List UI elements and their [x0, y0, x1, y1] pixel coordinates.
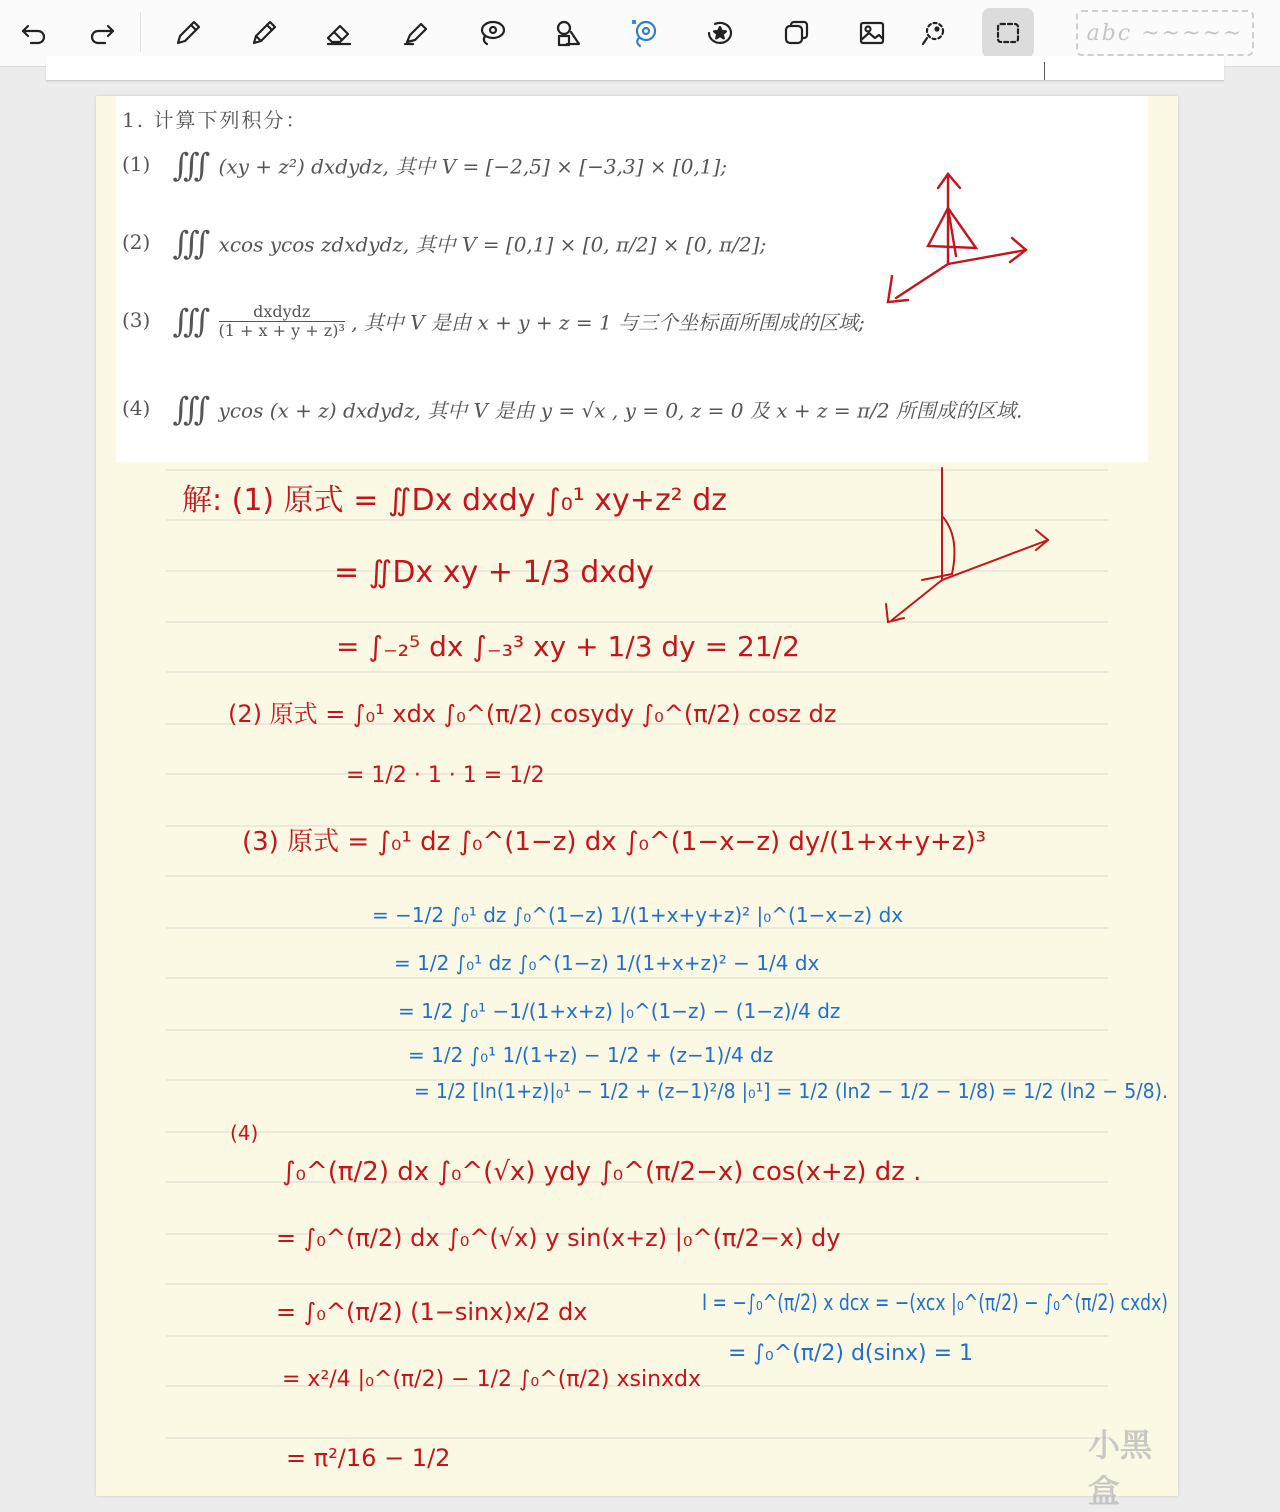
- sticker-button[interactable]: [694, 8, 746, 58]
- blue-ink-line: = 1/2 ∫₀¹ 1/(1+z) − 1/2 + (z−1)/4 dz: [408, 1043, 774, 1067]
- item-index: (3): [122, 307, 151, 332]
- triple-integral-symbol: ∭: [172, 146, 211, 184]
- item-expression: ycos (x + z) dxdydz, 其中 V 是由 y = √x , y = 0, z = 0 及 x + z = π/2 所围成的区域.: [218, 398, 1023, 423]
- highlighter-button[interactable]: [390, 8, 442, 58]
- triple-integral-symbol: ∭: [172, 224, 211, 262]
- undo-button[interactable]: [8, 8, 60, 58]
- sticker-icon: [703, 16, 737, 50]
- image-icon: [855, 16, 889, 50]
- red-ink-line: = ∬Dx xy + 1/3 dxdy: [334, 555, 654, 590]
- axes-sketch-2: [886, 468, 1048, 622]
- red-ink-line: = 1/2 · 1 · 1 = 1/2: [346, 763, 545, 788]
- magic-lasso-icon: [627, 16, 661, 50]
- lasso-button[interactable]: [466, 8, 518, 58]
- blue-ink-line: = 1/2 ∫₀¹ dz ∫₀^(1−z) 1/(1+x+z)² − 1/4 dx: [394, 951, 820, 975]
- notebook-page[interactable]: [96, 96, 1178, 1510]
- redo-button[interactable]: [76, 8, 128, 58]
- pencil-icon: [247, 16, 281, 50]
- magic-lasso-button[interactable]: [618, 8, 670, 58]
- redo-icon: [85, 16, 119, 50]
- fraction-numerator: dxdydz: [253, 301, 311, 321]
- red-ink-line: 解: (1) 原式 = ∬Dx dxdy ∫₀¹ xy+z² dz: [182, 483, 728, 518]
- item-index: (4): [122, 395, 151, 420]
- item-index: (1): [122, 151, 151, 176]
- red-ink-line: = ∫₋₂⁵ dx ∫₋₃³ xy + 1/3 dy = 21/2: [336, 630, 800, 663]
- copy-button[interactable]: [770, 8, 822, 58]
- problem-heading: 1. 计算下列积分：: [122, 108, 308, 132]
- blue-ink-line: = 1/2 [ln(1+z)|₀¹ − 1/2 + (z−1)²/8 |₀¹] = 1/2 (ln2 − 1/2 − 1/8) = 1/2 (ln2 − 5/8).: [414, 1079, 1168, 1103]
- pen-icon: [171, 16, 205, 50]
- red-ink-line: ∫₀^(π/2) dx ∫₀^(√x) ydy ∫₀^(π/2−x) cos(x+z) dz .: [282, 1157, 922, 1187]
- page-edge-mark: [1044, 62, 1045, 80]
- lasso-icon: [475, 16, 509, 50]
- item-expression: , 其中 V 是由 x + y + z = 1 与三个坐标面所围成的区域;: [351, 310, 865, 335]
- shapes-icon: [551, 16, 585, 50]
- item-index: (2): [122, 229, 151, 254]
- copy-icon: [779, 16, 813, 50]
- red-ink-line: (2) 原式 = ∫₀¹ xdx ∫₀^(π/2) cosydy ∫₀^(π/2) cosz dz: [228, 700, 837, 728]
- red-ink-line: = π²/16 − 1/2: [286, 1444, 451, 1472]
- blue-ink-line: = ∫₀^(π/2) d(sinx) = 1: [728, 1341, 974, 1366]
- laser-button[interactable]: [908, 8, 960, 58]
- image-button[interactable]: [846, 8, 898, 58]
- red-ink-strokes: [182, 483, 986, 1472]
- undo-icon: [17, 16, 51, 50]
- previous-page-edge: [46, 56, 1224, 81]
- item-expression: (xy + z²) dxdydz, 其中 V = [−2,5] × [−3,3] × [0,1];: [218, 154, 728, 179]
- select-rect-icon: [991, 16, 1025, 50]
- triple-integral-symbol: ∭: [172, 390, 211, 428]
- select-rect-button[interactable]: [982, 8, 1034, 58]
- handwriting-layer[interactable]: [96, 96, 1178, 1496]
- text-tool-placeholder[interactable]: abc ~~~~~: [1076, 10, 1254, 56]
- item-expression: xcos ycos zdxdydz, 其中 V = [0,1] × [0, π/2] × [0, π/2];: [218, 232, 767, 257]
- blue-ink-line: = −1/2 ∫₀¹ dz ∫₀^(1−z) 1/(1+x+y+z)² |₀^(1−x−z) dx: [372, 903, 904, 927]
- red-ink-line: = x²/4 |₀^(π/2) − 1/2 ∫₀^(π/2) xsinxdx: [282, 1367, 702, 1392]
- pen-button[interactable]: [162, 8, 214, 58]
- red-ink-line: = ∫₀^(π/2) (1−sinx)x/2 dx: [276, 1298, 588, 1326]
- highlighter-icon: [399, 16, 433, 50]
- laser-icon: [917, 16, 951, 50]
- shapes-button[interactable]: [542, 8, 594, 58]
- blue-ink-line: = 1/2 ∫₀¹ −1/(1+x+z) |₀^(1−z) − (1−z)/4 dz: [398, 999, 841, 1023]
- toolbar-divider: [140, 12, 141, 52]
- watermark: 小黑盒: [1088, 1426, 1153, 1510]
- blue-ink-strokes: [372, 903, 1168, 1366]
- axes-sketch-1: [888, 174, 1026, 302]
- red-ink-line: (4): [230, 1121, 259, 1145]
- red-ink-line: (3) 原式 = ∫₀¹ dz ∫₀^(1−z) dx ∫₀^(1−x−z) dy/(1+x+y+z)³: [242, 827, 987, 857]
- eraser-button[interactable]: [313, 8, 365, 58]
- red-ink-line: = ∫₀^(π/2) dx ∫₀^(√x) y sin(x+z) |₀^(π/2−x) dy: [276, 1224, 841, 1252]
- eraser-icon: [322, 16, 356, 50]
- blue-ink-line: I = −∫₀^(π/2) x dcx = −(xcx |₀^(π/2) − ∫₀^(π/2) cxdx): [702, 1291, 1168, 1316]
- pencil-button[interactable]: [238, 8, 290, 58]
- triple-integral-symbol: ∭: [172, 302, 211, 340]
- fraction-denominator: (1 + x + y + z)³: [218, 320, 345, 340]
